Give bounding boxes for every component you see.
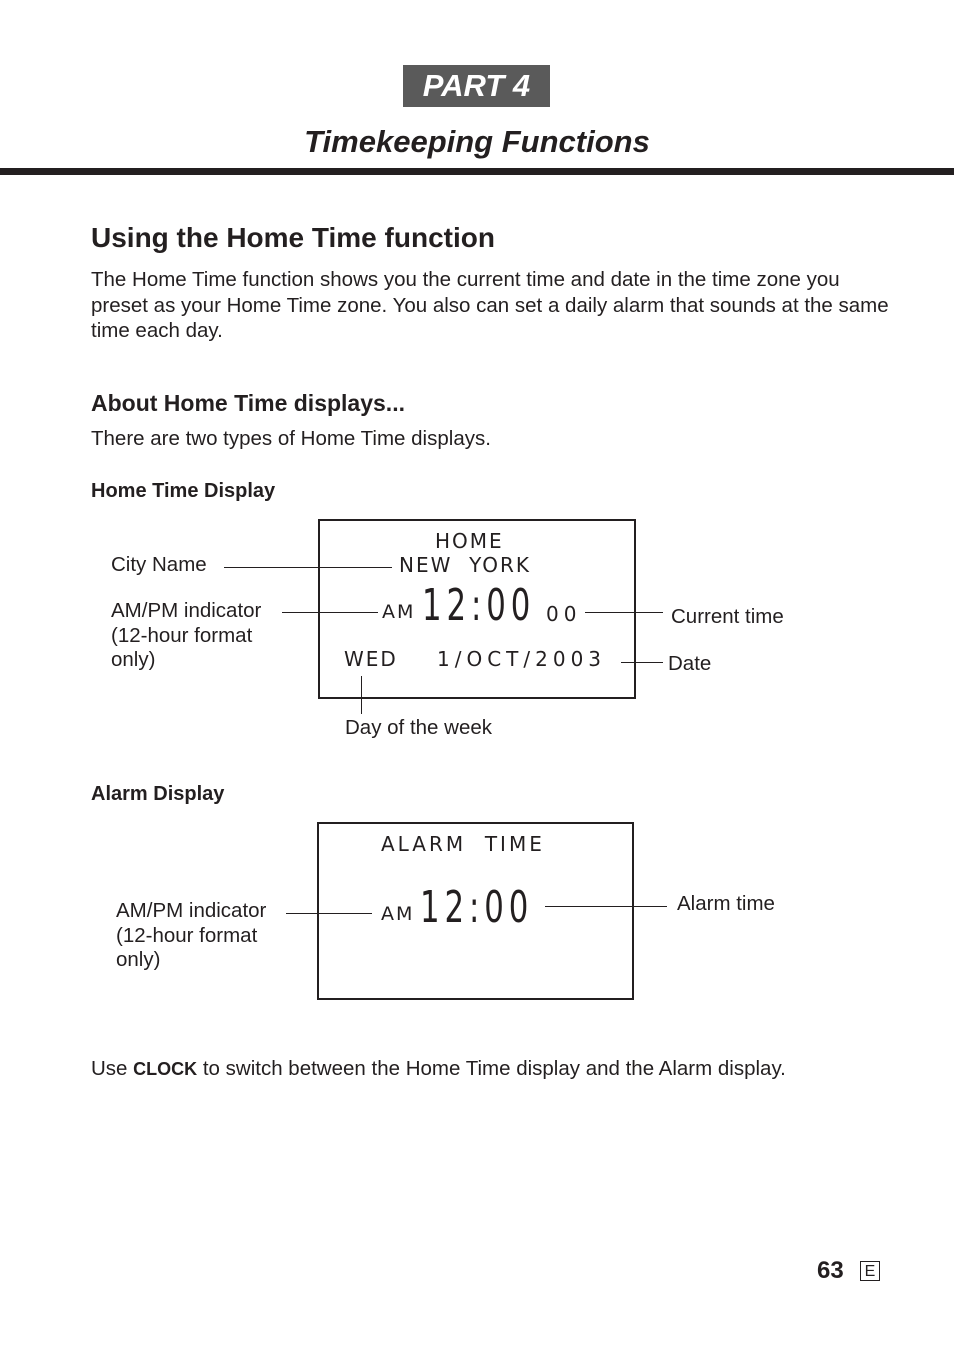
screen-city-name: NEW YORK <box>399 553 531 577</box>
leader-day-of-week <box>361 676 362 714</box>
label-alarm-ampm <box>116 899 266 973</box>
label-ampm-line1: AM/PM indicator <box>111 599 262 622</box>
screen-home-label: HOME <box>435 529 504 553</box>
screen-current-time: 12:00 <box>422 580 536 631</box>
screen-seconds: 00 <box>546 602 582 626</box>
header-rule <box>0 168 954 175</box>
screen-alarm-title: ALARM TIME <box>381 832 545 856</box>
section-intro: The Home Time function shows you the current time and date in the time zone you preset as your Home Time zone. You also can set a daily alarm that sounds at the same time each day. <box>91 268 889 342</box>
leader-date <box>621 662 663 663</box>
label-city-name: City Name <box>111 553 207 576</box>
label-alarm-ampm-line3: only) <box>116 948 161 971</box>
screen-date: 1/OCT/2003 <box>437 647 607 671</box>
footer-note-prefix: Use <box>91 1057 134 1080</box>
screen-weekday: WED <box>344 647 398 671</box>
section-title: Using the Home Time function <box>91 222 495 253</box>
home-display-heading: Home Time Display <box>91 480 276 502</box>
chapter-title: Timekeeping Functions <box>304 124 650 159</box>
leader-alarm-time <box>545 906 667 907</box>
label-day-of-week: Day of the week <box>345 716 492 739</box>
leader-city-name <box>224 567 392 568</box>
footer-note-suffix: to switch between the Home Time display and the Alarm display. <box>197 1057 786 1080</box>
leader-ampm <box>282 612 378 613</box>
subsection-text: There are two types of Home Time displays. <box>91 427 491 450</box>
label-ampm-line2: (12-hour format <box>111 623 253 647</box>
label-ampm-line3: only) <box>111 648 156 671</box>
label-alarm-time: Alarm time <box>677 892 775 915</box>
footer-note <box>91 1057 786 1081</box>
label-alarm-ampm-line1: AM/PM indicator <box>116 899 267 922</box>
label-current-time: Current time <box>671 605 784 628</box>
leader-alarm-ampm <box>286 913 372 914</box>
screen-alarm-time: 12:00 <box>420 882 534 933</box>
part-label: PART 4 <box>403 65 550 107</box>
label-date: Date <box>668 652 712 675</box>
label-ampm-indicator <box>111 599 261 673</box>
subsection-title: About Home Time displays... <box>91 390 405 416</box>
label-alarm-ampm-line2: (12-hour format <box>116 923 258 947</box>
leader-current-time <box>585 612 663 613</box>
clock-key: CLOCK <box>133 1059 198 1079</box>
screen-ampm-indicator: AM <box>382 601 416 623</box>
screen-alarm-ampm: AM <box>381 903 415 925</box>
language-badge: E <box>860 1261 880 1281</box>
alarm-display-heading: Alarm Display <box>91 783 225 805</box>
page-number: 63 <box>817 1257 844 1284</box>
